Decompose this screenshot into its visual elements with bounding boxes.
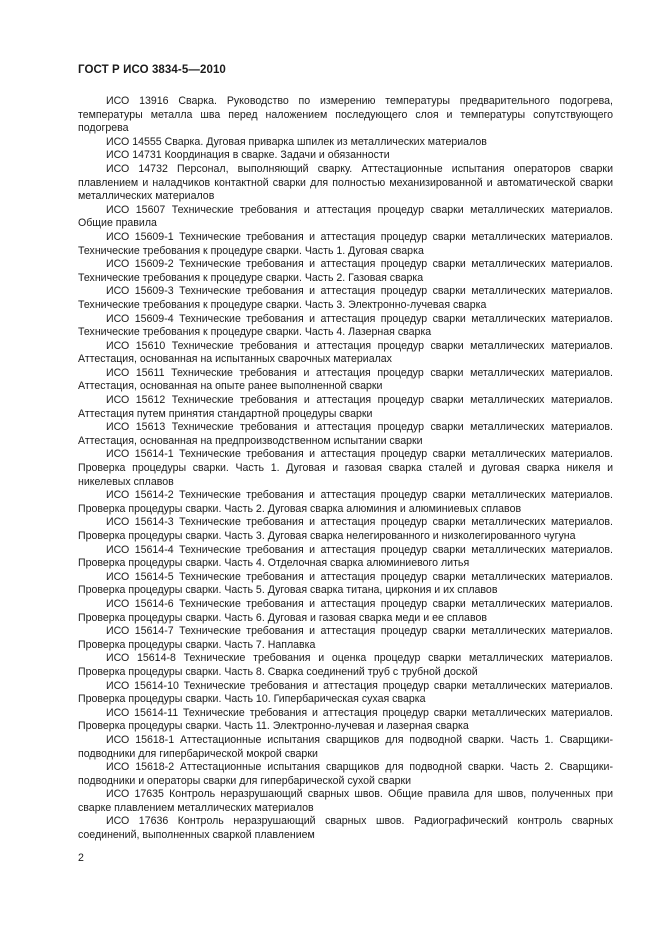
reference-item: ИСО 15614-10 Технические требования и аттестация процедур сварки металлических материалов. Проверка процедуры сварки. Часть 10. Гипербарическая сухая сварка — [78, 679, 613, 706]
reference-item: ИСО 15614-3 Технические требования и аттестация процедур сварки металлических материалов. Проверка процедуры сварки. Часть 3. Дуговая сварка нелегированного и низколегированного чугуна — [78, 516, 613, 542]
reference-item: ИСО 15611 Технические требования и аттестация процедур сварки металлических материалов. Аттестация, основанная на опыте ранее выполненной сварки — [78, 366, 613, 393]
reference-item: ИСО 15618-1 Аттестационные испытания сварщиков для подводной сварки. Часть 1. Сварщики-подводники для гипербарической мокрой сварки — [78, 733, 613, 760]
reference-item: ИСО 15614-4 Технические требования и аттестация процедур сварки металлических материалов. Проверка процедуры сварки. Часть 4. Отделочная сварка алюминиевого литья — [78, 543, 613, 570]
reference-item: ИСО 15614-6 Технические требования и аттестация процедур сварки металлических материалов. Проверка процедуры сварки. Часть 6. Дуговая и газовая сварка меди и ее сплавов — [78, 597, 613, 624]
reference-item: ИСО 15614-1 Технические требования и аттестация процедур сварки металлических материалов. Проверка процедуры сварки. Часть 1. Дуговая и газовая сварка сталей и дуговая сварка никеля и никелевых сплавов — [78, 448, 613, 488]
reference-item: ИСО 15610 Технические требования и аттестация процедур сварки металлических материалов. Аттестация, основанная на испытанных сварочных материалах — [78, 339, 613, 366]
reference-item: ИСО 15612 Технические требования и аттестация процедур сварки металлических материалов. Аттестация путем принятия стандартной процедуры сварки — [78, 394, 613, 420]
reference-item: ИСО 17636 Контроль неразрушающий сварных швов. Радиографический контроль сварных соединений, выполненных сваркой плавлением — [78, 815, 613, 842]
page-number: 2 — [78, 852, 84, 864]
references-list — [78, 95, 613, 843]
reference-item: ИСО 15618-2 Аттестационные испытания сварщиков для подводной сварки. Часть 2. Сварщики-подводники и операторы сварки для гипербарической сухой сварки — [78, 761, 613, 787]
reference-item: ИСО 14732 Персонал, выполняющий сварку. Аттестационные испытания операторов сварки плавлением и наладчиков контактной сварки для полностью механизированной и автоматической сварки металлических материалов — [78, 162, 613, 203]
reference-item: ИСО 15614-8 Технические требования и оценка процедур сварки металлических материалов. Проверка процедуры сварки. Часть 8. Сварка соединений труб с трубной доской — [78, 652, 613, 678]
reference-item: ИСО 15609-2 Технические требования и аттестация процедур сварки металлических материалов. Технические требования к процедуре сварки. Часть 2. Газовая сварка — [78, 258, 613, 284]
page-header-title: ГОСТ Р ИСО 3834-5—2010 — [78, 64, 226, 76]
reference-item: ИСО 15614-11 Технические требования и аттестация процедур сварки металлических материалов. Проверка процедуры сварки. Часть 11. Электронно-лучевая и лазерная сварка — [78, 706, 613, 733]
reference-item: ИСО 14731 Координация в сварке. Задачи и обязанности — [106, 149, 390, 162]
reference-item: ИСО 15614-7 Технические требования и аттестация процедур сварки металлических материалов. Проверка процедуры сварки. Часть 7. Наплавка — [78, 625, 613, 651]
reference-item: ИСО 15614-5 Технические требования и аттестация процедур сварки металлических материалов. Проверка процедуры сварки. Часть 5. Дуговая сварка титана, циркония и их сплавов — [78, 570, 613, 597]
reference-item: ИСО 15609-1 Технические требования и аттестация процедур сварки металлических материалов. Технические требования к процедуре сварки. Часть 1. Дуговая сварка — [78, 230, 613, 257]
reference-item: ИСО 17635 Контроль неразрушающий сварных швов. Общие правила для швов, полученных при сварке плавлением металлических материалов — [78, 788, 613, 814]
reference-item: ИСО 13916 Сварка. Руководство по измерению температуры предварительного подогрева, температуры металла шва перед наложением последующего слоя и температуры сопутствующего подогрева — [78, 95, 613, 135]
reference-item: ИСО 15609-4 Технические требования и аттестация процедур сварки металлических материалов. Технические требования к процедуре сварки. Часть 4. Лазерная сварка — [78, 312, 613, 339]
reference-item: ИСО 15609-3 Технические требования и аттестация процедур сварки металлических материалов. Технические требования к процедуре сварки. Часть 3. Электронно-лучевая сварка — [78, 285, 613, 311]
reference-item: ИСО 14555 Сварка. Дуговая приварка шпилек из металлических материалов — [106, 135, 487, 148]
reference-item: ИСО 15613 Технические требования и аттестация процедур сварки металлических материалов. Аттестация, основанная на предпроизводственном испытании сварки — [78, 421, 613, 447]
reference-item: ИСО 15607 Технические требования и аттестация процедур сварки металлических материалов. Общие правила — [78, 203, 613, 230]
reference-item: ИСО 15614-2 Технические требования и аттестация процедур сварки металлических материалов. Проверка процедуры сварки. Часть 2. Дуговая сварка алюминия и алюминиевых сплавов — [78, 489, 613, 515]
